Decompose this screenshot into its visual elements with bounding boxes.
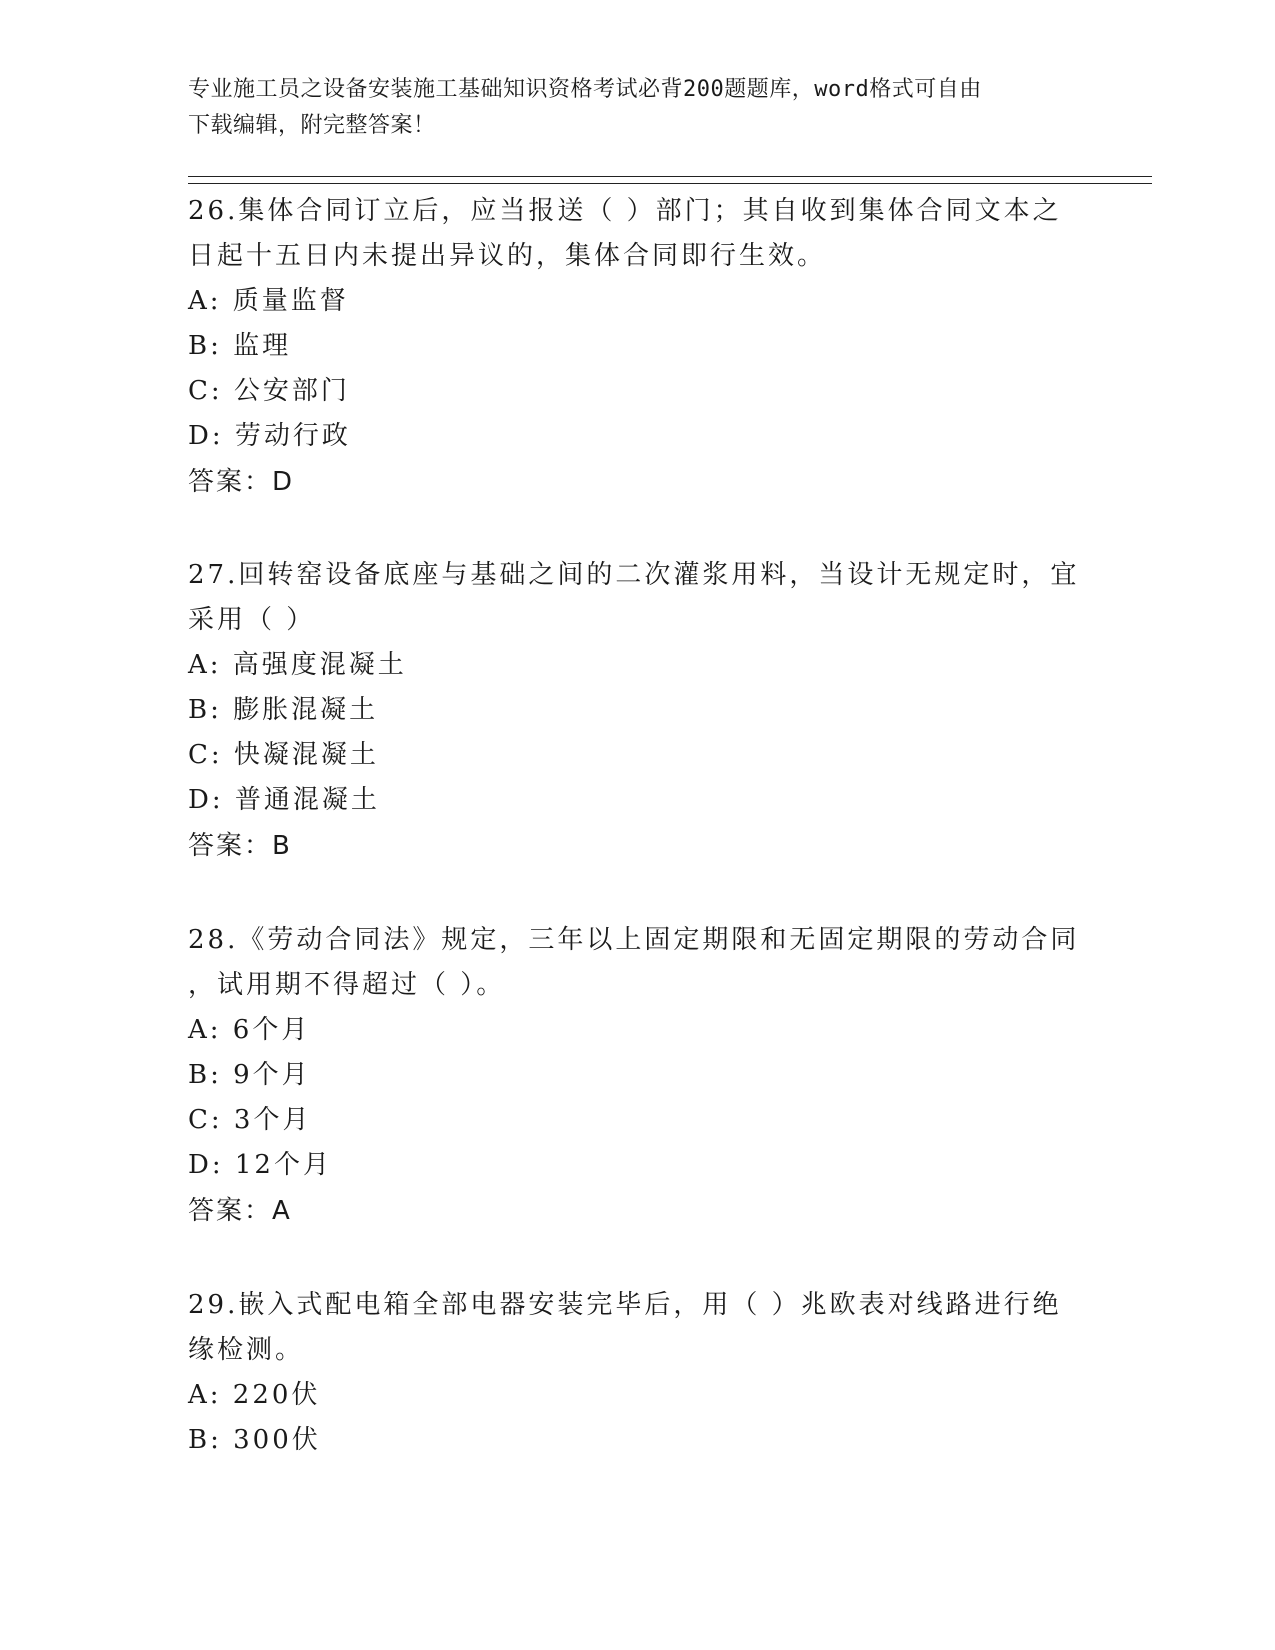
- answer-label: 答案：B: [188, 831, 292, 861]
- question-28: [188, 918, 1088, 1234]
- option-a: A: 220伏: [188, 1380, 321, 1410]
- option-a: A: 质量监督: [188, 286, 349, 316]
- question-stem-line-1: 27.回转窑设备底座与基础之间的二次灌浆用料，当设计无规定时，宜: [188, 560, 1080, 590]
- question-26: [188, 189, 1088, 505]
- option-a: A: 高强度混凝土: [188, 650, 407, 680]
- question-stem-line-1: 26.集体合同订立后，应当报送（ ）部门；其自收到集体合同文本之: [188, 196, 1062, 226]
- option-d: D: 12个月: [188, 1150, 332, 1180]
- question-stem-line-1: 29.嵌入式配电箱全部电器安装完毕后，用（ ）兆欧表对线路进行绝: [188, 1290, 1062, 1320]
- question-29: [188, 1283, 1088, 1463]
- option-b: B: 监理: [188, 331, 292, 361]
- header-line-1: 专业施工员之设备安装施工基础知识资格考试必背200题题库，word格式可自由: [188, 77, 982, 102]
- option-b: B: 膨胀混凝土: [188, 695, 379, 725]
- question-stem-line-2: 缘检测。: [188, 1335, 305, 1365]
- question-stem-line-2: 采用（ ）: [188, 605, 316, 635]
- question-stem-line-2: ，试用期不得超过（ ）。: [188, 970, 506, 1000]
- question-stem-line-1: 28.《劳动合同法》规定，三年以上固定期限和无固定期限的劳动合同: [188, 925, 1080, 955]
- header-divider-top: [188, 176, 1152, 177]
- answer-label: 答案：D: [188, 467, 295, 497]
- header-line-2: 下载编辑，附完整答案！: [188, 113, 436, 138]
- question-stem-line-2: 日起十五日内未提出异议的，集体合同即行生效。: [188, 241, 827, 271]
- option-a: A: 6个月: [188, 1015, 311, 1045]
- option-d: D: 普通混凝土: [188, 785, 380, 815]
- option-c: C: 公安部门: [188, 376, 350, 406]
- answer-label: 答案：A: [188, 1196, 292, 1226]
- option-c: C: 3个月: [188, 1105, 312, 1135]
- option-c: C: 快凝混凝土: [188, 740, 379, 770]
- document-header: [188, 72, 1068, 144]
- option-b: B: 9个月: [188, 1060, 311, 1090]
- header-divider-bottom: [188, 183, 1152, 184]
- question-27: [188, 553, 1088, 869]
- option-d: D: 劳动行政: [188, 421, 351, 451]
- option-b: B: 300伏: [188, 1425, 321, 1455]
